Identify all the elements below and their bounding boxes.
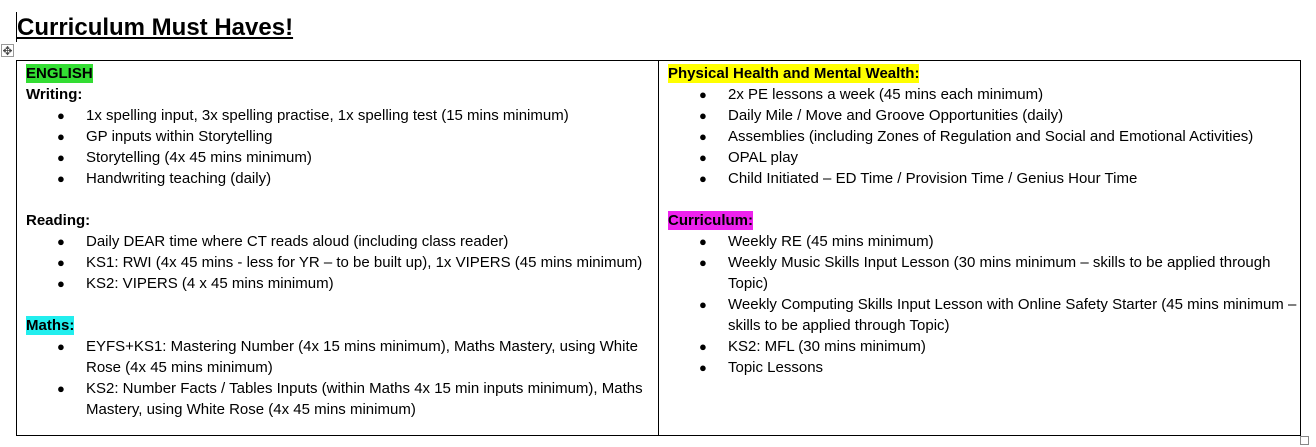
- list-item: ● Assemblies (including Zones of Regulation and Social and Emotional Activities): [699, 128, 1254, 145]
- list-item: ● EYFS+KS1: Mastering Number (4x 15 mins minimum), Maths Mastery, using White Rose (4x 45 mins minimum): [57, 338, 638, 376]
- list-item: ● KS2: Number Facts / Tables Inputs (within Maths 4x 15 min inputs minimum), Maths Mastery, using White Rose (4x 45 mins minimum): [57, 380, 643, 418]
- list-item: ● Child Initiated – ED Time / Provision Time / Genius Hour Time: [699, 170, 1138, 187]
- list-item: ● Daily Mile / Move and Groove Opportunities (daily): [699, 107, 1064, 124]
- bullet-icon: ●: [57, 108, 65, 123]
- writing-list: [26, 105, 658, 189]
- list-item: ● Weekly Computing Skills Input Lesson with Online Safety Starter (45 mins minimum – skills to be applied through Topic): [699, 296, 1297, 334]
- list-item: ● KS1: RWI (4x 45 mins - less for YR – to be built up), 1x VIPERS (45 mins minimum): [57, 254, 643, 271]
- list-item: ● KS2: MFL (30 mins minimum): [699, 338, 926, 355]
- bullet-icon: ●: [699, 255, 707, 270]
- list-item: ● GP inputs within Storytelling: [57, 128, 273, 145]
- curriculum-table: [16, 60, 1301, 436]
- page-title: Curriculum Must Haves!: [17, 14, 294, 41]
- curriculum-list: [668, 231, 1300, 378]
- bullet-icon: ●: [57, 150, 65, 165]
- curriculum-label: Curriculum:: [668, 212, 754, 229]
- bullet-icon: ●: [699, 87, 707, 102]
- phmw-list: [668, 84, 1300, 189]
- bullet-icon: ●: [699, 129, 707, 144]
- bullet-icon: ●: [699, 171, 707, 186]
- table-resize-handle[interactable]: [1300, 436, 1309, 445]
- list-item: ● Storytelling (4x 45 mins minimum): [57, 149, 312, 166]
- reading-list: [26, 231, 658, 294]
- bullet-icon: ●: [699, 339, 707, 354]
- bullet-icon: ●: [699, 108, 707, 123]
- bullet-icon: ●: [57, 381, 65, 396]
- bullet-icon: ●: [57, 171, 65, 186]
- list-item: ● KS2: VIPERS (4 x 45 mins minimum): [57, 275, 334, 292]
- bullet-icon: ●: [699, 297, 707, 312]
- list-item: ● Topic Lessons: [699, 359, 824, 376]
- list-item: ● Weekly Music Skills Input Lesson (30 mins minimum – skills to be applied through Topic): [699, 254, 1271, 292]
- maths-list: [26, 336, 658, 420]
- bullet-icon: ●: [57, 129, 65, 144]
- bullet-icon: ●: [57, 234, 65, 249]
- english-label: ENGLISH: [26, 65, 93, 82]
- list-item: ● OPAL play: [699, 149, 799, 166]
- list-item: ● Daily DEAR time where CT reads aloud (including class reader): [57, 233, 509, 250]
- reading-heading: Reading:: [26, 212, 91, 229]
- table-cell-left[interactable]: [17, 61, 659, 435]
- bullet-icon: ●: [57, 276, 65, 291]
- list-item: ● Weekly RE (45 mins minimum): [699, 233, 934, 250]
- table-cell-right[interactable]: [659, 61, 1300, 435]
- list-item: ● Handwriting teaching (daily): [57, 170, 272, 187]
- bullet-icon: ●: [699, 150, 707, 165]
- maths-label: Maths:: [26, 317, 75, 334]
- writing-heading: Writing:: [26, 86, 83, 103]
- bullet-icon: ●: [699, 360, 707, 375]
- bullet-icon: ●: [57, 255, 65, 270]
- list-item: ● 1x spelling input, 3x spelling practise, 1x spelling test (15 mins minimum): [57, 107, 569, 124]
- bullet-icon: ●: [57, 339, 65, 354]
- phmw-label: Physical Health and Mental Wealth:: [668, 65, 920, 82]
- bullet-icon: ●: [699, 234, 707, 249]
- table-move-handle-icon[interactable]: ✥: [2, 44, 13, 58]
- list-item: ● 2x PE lessons a week (45 mins each minimum): [699, 86, 1044, 103]
